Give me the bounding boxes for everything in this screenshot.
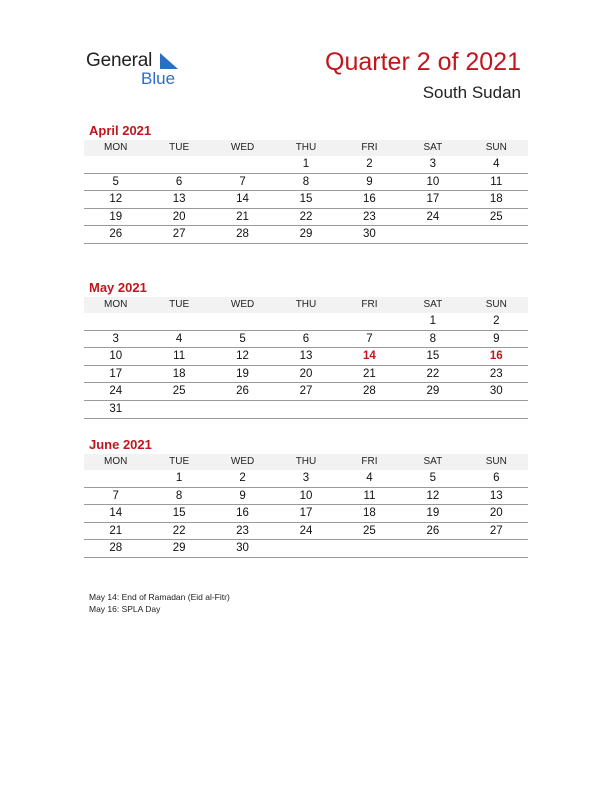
month-title: June 2021 (89, 437, 152, 452)
weekday-header: THU (274, 454, 337, 470)
empty-day-cell (274, 401, 337, 419)
empty-day-cell (211, 401, 274, 419)
day-cell: 29 (147, 540, 210, 558)
day-cell: 2 (211, 470, 274, 488)
holiday-note: May 14: End of Ramadan (Eid al-Fitr) (89, 592, 230, 602)
weekday-header: FRI (338, 297, 401, 313)
day-cell: 13 (147, 191, 210, 209)
empty-day-cell (274, 540, 337, 558)
weekday-header: TUE (147, 454, 210, 470)
month-april (84, 122, 528, 244)
day-cell: 5 (211, 331, 274, 349)
day-cell: 26 (211, 383, 274, 401)
empty-day-cell (147, 313, 210, 331)
day-cell: 3 (401, 156, 464, 174)
weekday-header: MON (84, 454, 147, 470)
weekday-header: SUN (465, 297, 528, 313)
day-cell: 15 (401, 348, 464, 366)
day-cell: 4 (147, 331, 210, 349)
day-cell: 27 (465, 523, 528, 541)
day-cell: 9 (211, 488, 274, 506)
day-cell: 1 (401, 313, 464, 331)
weekday-header: SUN (465, 140, 528, 156)
day-cell: 28 (211, 226, 274, 244)
day-cell: 22 (401, 366, 464, 384)
empty-day-cell (84, 313, 147, 331)
day-cell: 14 (338, 348, 401, 366)
day-cell: 7 (84, 488, 147, 506)
day-cell: 11 (465, 174, 528, 192)
day-cell: 22 (274, 209, 337, 227)
day-cell: 20 (274, 366, 337, 384)
day-cell: 28 (338, 383, 401, 401)
day-cell: 19 (401, 505, 464, 523)
day-cell: 16 (338, 191, 401, 209)
day-cell: 13 (465, 488, 528, 506)
holiday-note: May 16: SPLA Day (89, 603, 161, 614)
day-cell: 25 (338, 523, 401, 541)
empty-day-cell (401, 226, 464, 244)
weekday-header: WED (211, 454, 274, 470)
weekday-header: SUN (465, 454, 528, 470)
day-cell: 2 (338, 156, 401, 174)
logo (86, 50, 196, 90)
weekday-header: THU (274, 297, 337, 313)
month-title: May 2021 (89, 280, 147, 295)
weekday-header: MON (84, 140, 147, 156)
day-cell: 11 (338, 488, 401, 506)
day-cell: 22 (147, 523, 210, 541)
day-cell: 5 (84, 174, 147, 192)
day-cell: 16 (465, 348, 528, 366)
day-cell: 26 (401, 523, 464, 541)
empty-day-cell (84, 156, 147, 174)
day-cell: 5 (401, 470, 464, 488)
logo-blue-text: Blue (141, 69, 176, 88)
empty-day-cell (401, 540, 464, 558)
country-name: South Sudan (422, 83, 521, 102)
day-cell: 28 (84, 540, 147, 558)
day-cell: 14 (84, 505, 147, 523)
day-cell: 2 (465, 313, 528, 331)
weekday-header: FRI (338, 140, 401, 156)
day-cell: 6 (274, 331, 337, 349)
day-cell: 9 (465, 331, 528, 349)
weekday-header: SAT (401, 297, 464, 313)
day-cell: 3 (84, 331, 147, 349)
day-cell: 10 (401, 174, 464, 192)
day-cell: 13 (274, 348, 337, 366)
weekday-header: WED (211, 297, 274, 313)
day-cell: 11 (147, 348, 210, 366)
day-cell: 30 (211, 540, 274, 558)
day-cell: 12 (211, 348, 274, 366)
day-cell: 12 (401, 488, 464, 506)
day-cell: 20 (465, 505, 528, 523)
day-cell: 7 (338, 331, 401, 349)
day-cell: 9 (338, 174, 401, 192)
day-cell: 26 (84, 226, 147, 244)
calendar-grid (84, 454, 528, 558)
empty-day-cell (465, 540, 528, 558)
calendar-grid (84, 297, 528, 419)
day-cell: 18 (338, 505, 401, 523)
month-june (84, 436, 528, 558)
day-cell: 20 (147, 209, 210, 227)
day-cell: 21 (338, 366, 401, 384)
day-cell: 15 (147, 505, 210, 523)
day-cell: 24 (274, 523, 337, 541)
day-cell: 1 (274, 156, 337, 174)
day-cell: 10 (274, 488, 337, 506)
month-may (84, 279, 528, 419)
day-cell: 30 (338, 226, 401, 244)
day-cell: 14 (211, 191, 274, 209)
day-cell: 29 (401, 383, 464, 401)
day-cell: 24 (401, 209, 464, 227)
weekday-header: TUE (147, 140, 210, 156)
day-cell: 23 (465, 366, 528, 384)
empty-day-cell (401, 401, 464, 419)
day-cell: 21 (84, 523, 147, 541)
page-title: Quarter 2 of 2021 (325, 48, 521, 76)
calendar-grid (84, 140, 528, 244)
day-cell: 24 (84, 383, 147, 401)
empty-day-cell (211, 313, 274, 331)
day-cell: 25 (147, 383, 210, 401)
weekday-header: FRI (338, 454, 401, 470)
day-cell: 27 (147, 226, 210, 244)
logo-triangle-icon (160, 53, 178, 69)
day-cell: 17 (84, 366, 147, 384)
day-cell: 23 (211, 523, 274, 541)
weekday-header: MON (84, 297, 147, 313)
day-cell: 8 (274, 174, 337, 192)
empty-day-cell (338, 540, 401, 558)
day-cell: 10 (84, 348, 147, 366)
day-cell: 17 (274, 505, 337, 523)
empty-day-cell (338, 313, 401, 331)
weekday-header: SAT (401, 454, 464, 470)
month-title: April 2021 (89, 123, 152, 138)
empty-day-cell (211, 156, 274, 174)
day-cell: 27 (274, 383, 337, 401)
empty-day-cell (147, 401, 210, 419)
day-cell: 19 (211, 366, 274, 384)
day-cell: 18 (147, 366, 210, 384)
day-cell: 18 (465, 191, 528, 209)
weekday-header: TUE (147, 297, 210, 313)
day-cell: 12 (84, 191, 147, 209)
day-cell: 15 (274, 191, 337, 209)
day-cell: 8 (401, 331, 464, 349)
day-cell: 6 (147, 174, 210, 192)
day-cell: 4 (465, 156, 528, 174)
day-cell: 1 (147, 470, 210, 488)
empty-day-cell (147, 156, 210, 174)
empty-day-cell (84, 470, 147, 488)
weekday-header: WED (211, 140, 274, 156)
day-cell: 16 (211, 505, 274, 523)
weekday-header: THU (274, 140, 337, 156)
weekday-header: SAT (401, 140, 464, 156)
empty-day-cell (465, 401, 528, 419)
empty-day-cell (465, 226, 528, 244)
day-cell: 17 (401, 191, 464, 209)
day-cell: 6 (465, 470, 528, 488)
day-cell: 29 (274, 226, 337, 244)
day-cell: 23 (338, 209, 401, 227)
holiday-notes (89, 592, 230, 615)
day-cell: 3 (274, 470, 337, 488)
day-cell: 25 (465, 209, 528, 227)
empty-day-cell (338, 401, 401, 419)
day-cell: 7 (211, 174, 274, 192)
day-cell: 19 (84, 209, 147, 227)
day-cell: 8 (147, 488, 210, 506)
empty-day-cell (274, 313, 337, 331)
day-cell: 31 (84, 401, 147, 419)
day-cell: 30 (465, 383, 528, 401)
day-cell: 4 (338, 470, 401, 488)
day-cell: 21 (211, 209, 274, 227)
logo-general-text: General (86, 50, 153, 71)
